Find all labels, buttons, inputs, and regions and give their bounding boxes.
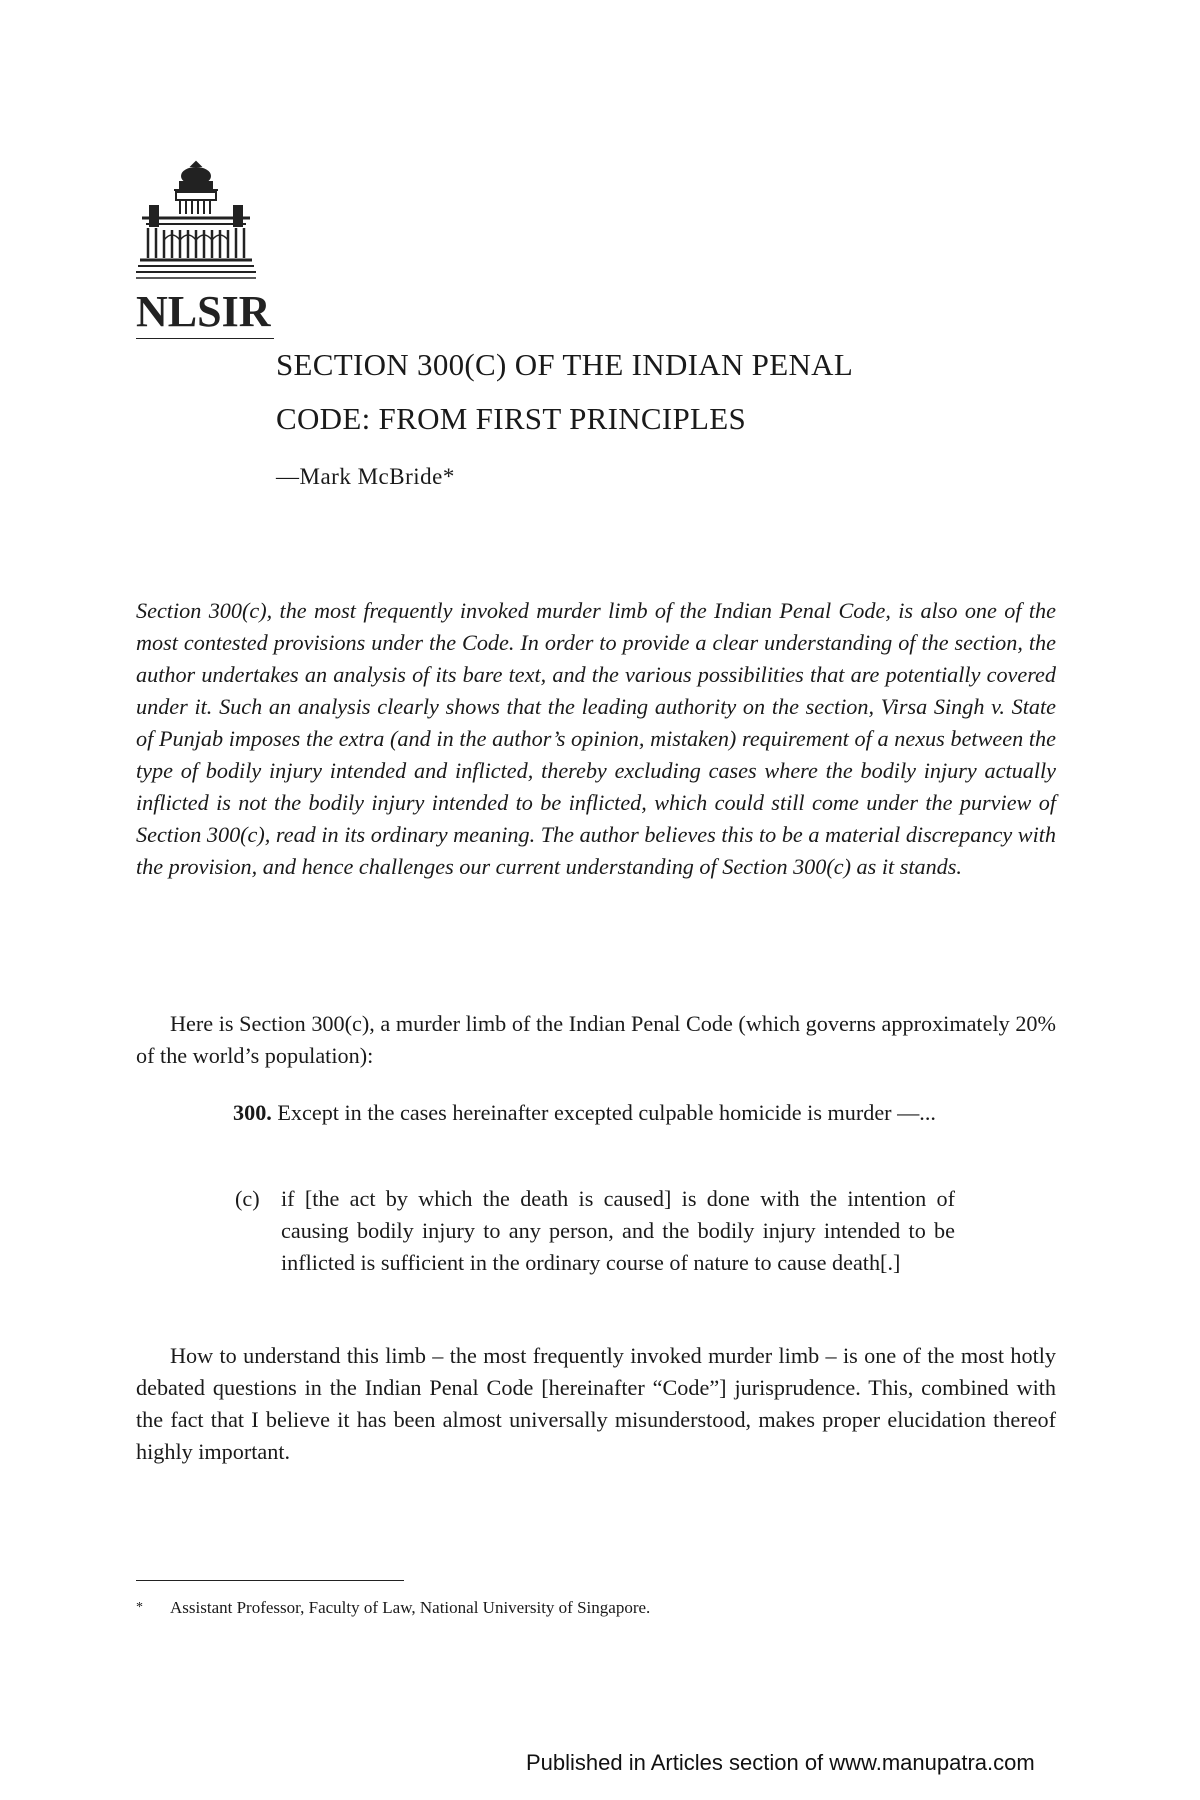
footnote-mark: * — [136, 1600, 143, 1615]
body-paragraph-1: Here is Section 300(c), a murder limb of the Indian Penal Code (which governs approximately 20% of the world’s population): — [136, 1011, 1056, 1068]
section-text: Except in the cases hereinafter excepted culpable homicide is murder —... — [271, 1100, 936, 1125]
abstract: Section 300(c), the most frequently invoked murder limb of the Indian Penal Code, is also one of the most contested provisions under the Code. In order to provide a clear understanding of the section, the author undertakes an analysis of its bare text, and the various possibilities that are potentially covered under it. Such an analysis clearly shows that the leading authority on the section, Virsa Singh v. State of Punjab imposes the extra (and in the author’s opinion, mistaken) requirement of a nexus between the type of bodily injury intended and inflicted, thereby excluding cases where the bodily injury actually inflicted is not the bodily injury intended to be inflicted, which could still come under the purview of Section 300(c), read in its ordinary meaning. The author believes this to be a material discrepancy with the provision, and hence challenges our current understanding of Section 300(c) as it stands. — [136, 598, 1056, 879]
footnote — [136, 1596, 650, 1620]
body-paragraph-2: How to understand this limb – the most frequently invoked murder limb – is one of the most hotly debated questions in the Indian Penal Code [hereinafter “Code”] jurisprudence. This, combined with the fact that I believe it has been almost universally misunderstood, makes proper elucidation thereof highly important. — [136, 1343, 1056, 1464]
author-byline: —Mark McBride* — [276, 464, 455, 489]
title-line-1: SECTION 300(C) OF THE INDIAN PENAL — [276, 347, 854, 382]
title-line-2: CODE: FROM FIRST PRINCIPLES — [276, 401, 747, 436]
building-emblem-icon — [136, 160, 256, 288]
clause-text: if [the act by which the death is caused] is done with the intention of causing bodily injury to any person, and the bodily injury intended to be inflicted is sufficient in the ordinary course of nature to cause death[.] — [281, 1186, 955, 1275]
article-title — [276, 338, 1036, 446]
footnote-divider — [136, 1580, 404, 1581]
statute-quote — [233, 1097, 963, 1129]
published-notice: Published in Articles section of www.manupatra.com — [526, 1750, 1035, 1775]
logo-text: NLSIR — [136, 287, 271, 336]
journal-logo — [136, 160, 276, 334]
statute-clause — [235, 1183, 955, 1279]
footnote-text: Assistant Professor, Faculty of Law, National University of Singapore. — [170, 1598, 651, 1617]
clause-label: (c) — [235, 1186, 260, 1211]
logo-divider — [136, 338, 274, 339]
section-number: 300. — [233, 1100, 272, 1125]
